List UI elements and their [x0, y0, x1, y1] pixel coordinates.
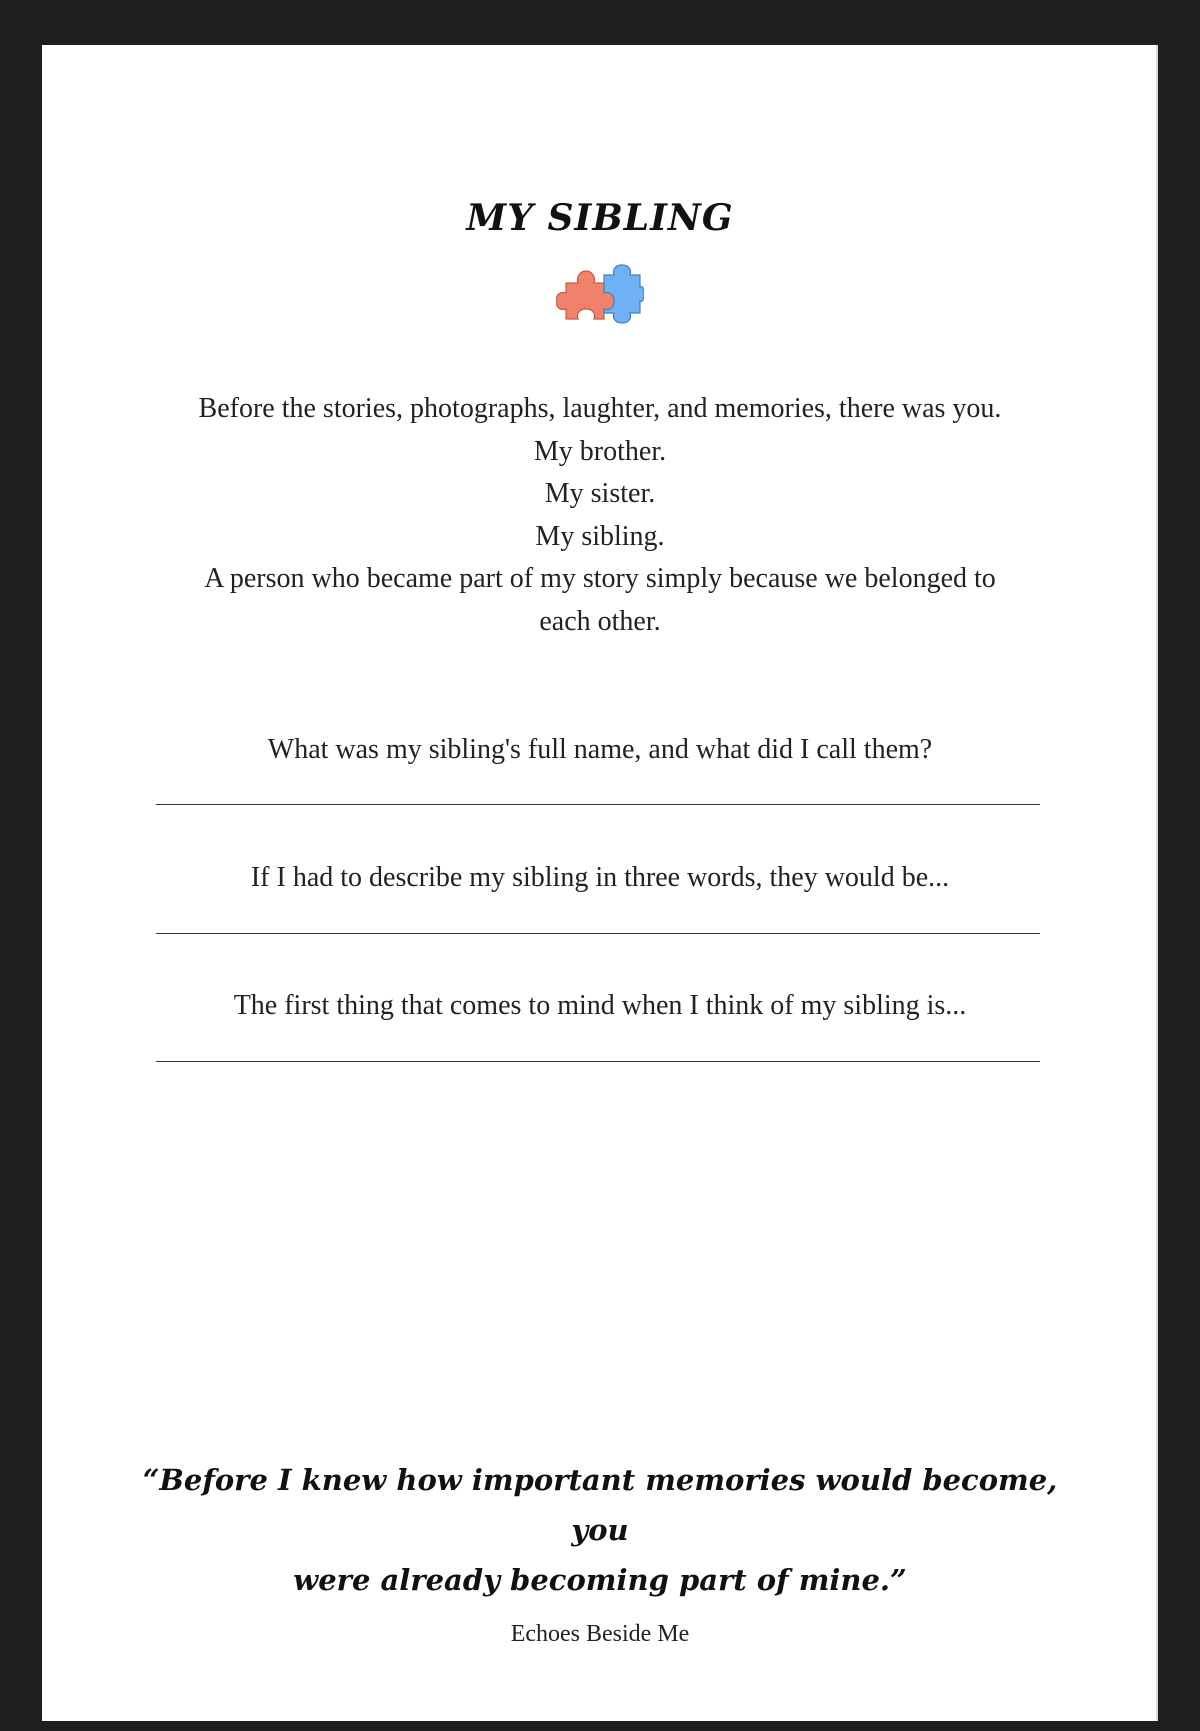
closing-quote: [122, 1455, 1078, 1605]
intro-line: A person who became part of my story simply because we belonged to: [204, 563, 996, 594]
intro-line: My brother.: [533, 435, 667, 467]
puzzle-pieces-icon: [556, 257, 644, 329]
intro-line: My sibling.: [535, 520, 665, 552]
intro-paragraph: [152, 388, 1048, 643]
answer-line-sibling-name[interactable]: [156, 804, 1040, 805]
prompt-three-words: If I had to describe my sibling in three words, they would be...: [250, 862, 950, 893]
prompt-first-thing: The first thing that comes to mind when I think of my sibling is...: [233, 990, 967, 1021]
answer-line-first-thing[interactable]: [156, 1061, 1040, 1062]
intro-line: My sister.: [544, 478, 656, 509]
quote-line: “Before I knew how important memories would become, you: [142, 1463, 1058, 1547]
page-title: MY SIBLING: [466, 197, 734, 239]
journal-page: [42, 45, 1158, 1721]
answer-line-three-words[interactable]: [156, 933, 1040, 934]
intro-line: Before the stories, photographs, laughter, and memories, there was you.: [198, 393, 1002, 424]
quote-line: were already becoming part of mine.”: [293, 1563, 907, 1597]
intro-line: each other.: [539, 605, 661, 637]
prompt-sibling-name: What was my sibling's full name, and what did I call them?: [267, 734, 933, 765]
footer-brand: Echoes Beside Me: [510, 1621, 690, 1647]
